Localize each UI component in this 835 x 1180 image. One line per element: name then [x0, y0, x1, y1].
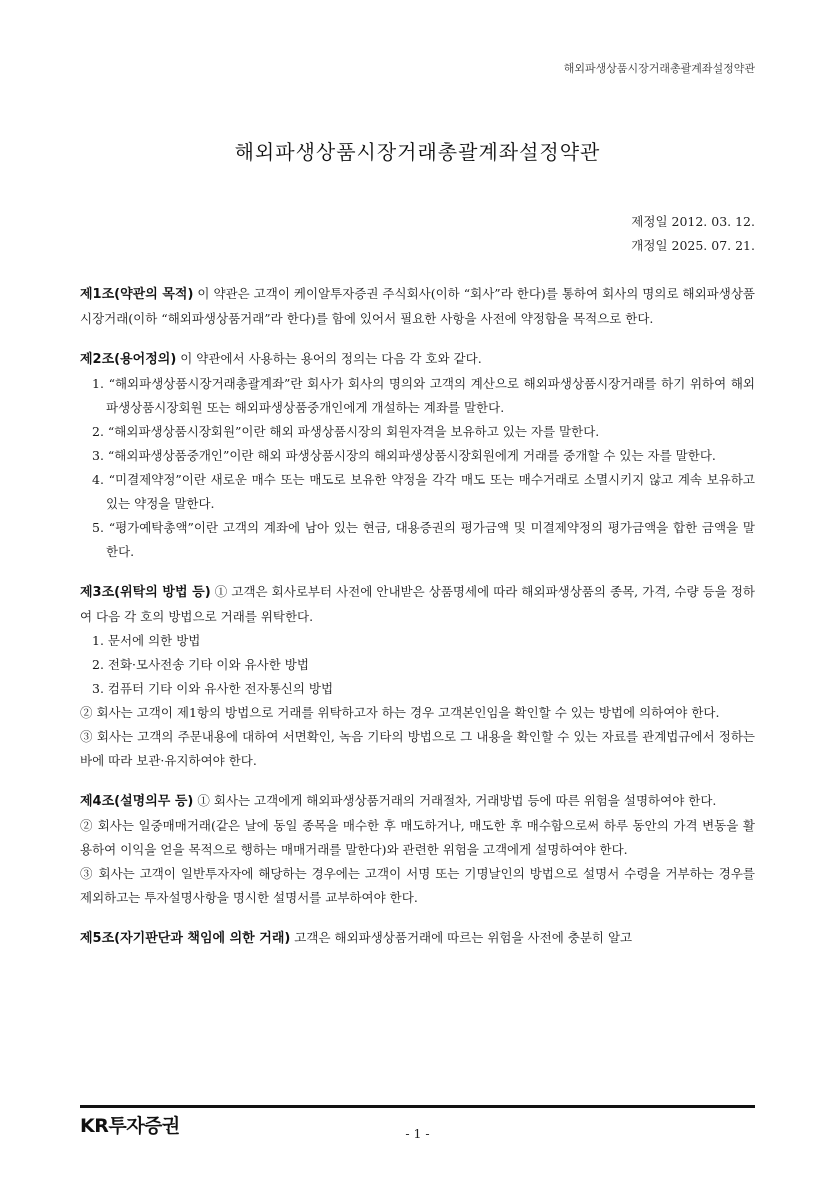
article-5	[80, 926, 755, 951]
article-1	[80, 282, 755, 331]
article-text: ① 회사는 고객에게 해외파생상품거래의 거래절차, 거래방법 등에 따른 위험을 설명하여야 한다.	[193, 793, 717, 808]
list-item: 2. 전화·모사전송 기타 이와 유사한 방법	[92, 657, 309, 672]
article-paragraph	[80, 926, 755, 951]
company-logo: KR투자증권	[80, 1115, 180, 1137]
article-text: ① 고객은 회사로부터 사전에 안내받은 상품명세에 따라 해외파생상품의 종목, 가격, 수량 등을 정하여 다음 각 호의 방법으로 거래를 위탁한다.	[80, 584, 755, 624]
article-3	[80, 580, 755, 773]
list-item: 3. 컴퓨터 기타 이와 유사한 전자통신의 방법	[92, 681, 334, 696]
article-title: 제4조(설명의무 등)	[80, 794, 194, 809]
running-header: 해외파생상품시장거래총괄계좌설정약관	[563, 62, 755, 75]
clause: ② 회사는 고객이 제1항의 방법으로 거래를 위탁하고자 하는 경우 고객본인임을 확인할 수 있는 방법에 의하여야 한다.	[80, 705, 720, 720]
article-text: 이 약관에서 사용하는 용어의 정의는 다음 각 호와 같다.	[176, 351, 482, 366]
article-2	[80, 347, 755, 564]
article-text: 이 약관은 고객이 케이알투자증권 주식회사(이하 “회사”라 한다)를 통하여 회사의 명의로 해외파생상품시장거래(이하 “해외파생상품거래”라 한다)를 함에 있어서 필요한 사항을 사전에 약정함을 목적으로 한다.	[80, 286, 755, 326]
article-4	[80, 789, 755, 910]
revised-date: 개정일 2025. 07. 21.	[631, 238, 755, 253]
article-paragraph	[80, 580, 755, 629]
clause: ③ 회사는 고객의 주문내용에 대하여 서면확인, 녹음 기타의 방법으로 그 내용을 확인할 수 있는 자료를 관계법규에서 정하는 바에 따라 보관·유지하여야 한다.	[80, 729, 755, 768]
article-title: 제2조(용어정의)	[80, 352, 177, 367]
document-body	[80, 282, 755, 967]
page-number: - 1 -	[405, 1126, 430, 1141]
list-item: 1. “해외파생상품시장거래총괄계좌”란 회사가 회사의 명의와 고객의 계산으로 해외파생상품시장거래를 하기 위하여 해외파생상품시장회원 또는 해외파생상품중개인에게 개설하는 계좌를 말한다.	[92, 376, 755, 415]
enacted-date: 제정일 2012. 03. 12.	[631, 214, 755, 229]
article-paragraph	[80, 282, 755, 331]
article-title: 제5조(자기판단과 책임에 의한 거래)	[80, 931, 291, 946]
list-item: 3. “해외파생상품중개인”이란 해외 파생상품시장의 해외파생상품시장회원에게 거래를 중개할 수 있는 자를 말한다.	[92, 448, 716, 463]
article-title: 제1조(약관의 목적)	[80, 287, 194, 302]
footer-divider	[80, 1105, 755, 1108]
list-item: 5. “평가예탁총액”이란 고객의 계좌에 남아 있는 현금, 대용증권의 평가금액 및 미결제약정의 평가금액을 합한 금액을 말한다.	[92, 520, 755, 559]
article-title: 제3조(위탁의 방법 등)	[80, 585, 211, 600]
article-paragraph	[80, 347, 755, 372]
date-block	[631, 210, 755, 258]
article-paragraph	[80, 789, 755, 814]
list-item: 4. “미결제약정”이란 새로운 매수 또는 매도로 보유한 약정을 각각 매도 또는 매수거래로 소멸시키지 않고 계속 보유하고 있는 약정을 말한다.	[92, 472, 755, 511]
document-title: 해외파생상품시장거래총괄계좌설정약관	[234, 140, 601, 164]
clause: ② 회사는 일중매매거래(같은 날에 동일 종목을 매수한 후 매도하거나, 매도한 후 매수함으로써 하루 동안의 가격 변동을 활용하여 이익을 얻을 목적으로 행하는 매매거래를 말한다)와 관련한 위험을 고객에게 설명하여야 한다.	[80, 818, 755, 857]
list-item: 2. “해외파생상품시장회원”이란 해외 파생상품시장의 회원자격을 보유하고 있는 자를 말한다.	[92, 424, 600, 439]
list-item: 1. 문서에 의한 방법	[92, 633, 201, 648]
clause: ③ 회사는 고객이 일반투자자에 해당하는 경우에는 고객이 서명 또는 기명날인의 방법으로 설명서 수령을 거부하는 경우를 제외하고는 투자설명사항을 명시한 설명서를 교부하여야 한다.	[80, 866, 755, 905]
article-text: 고객은 해외파생상품거래에 따르는 위험을 사전에 충분히 알고	[290, 930, 633, 945]
